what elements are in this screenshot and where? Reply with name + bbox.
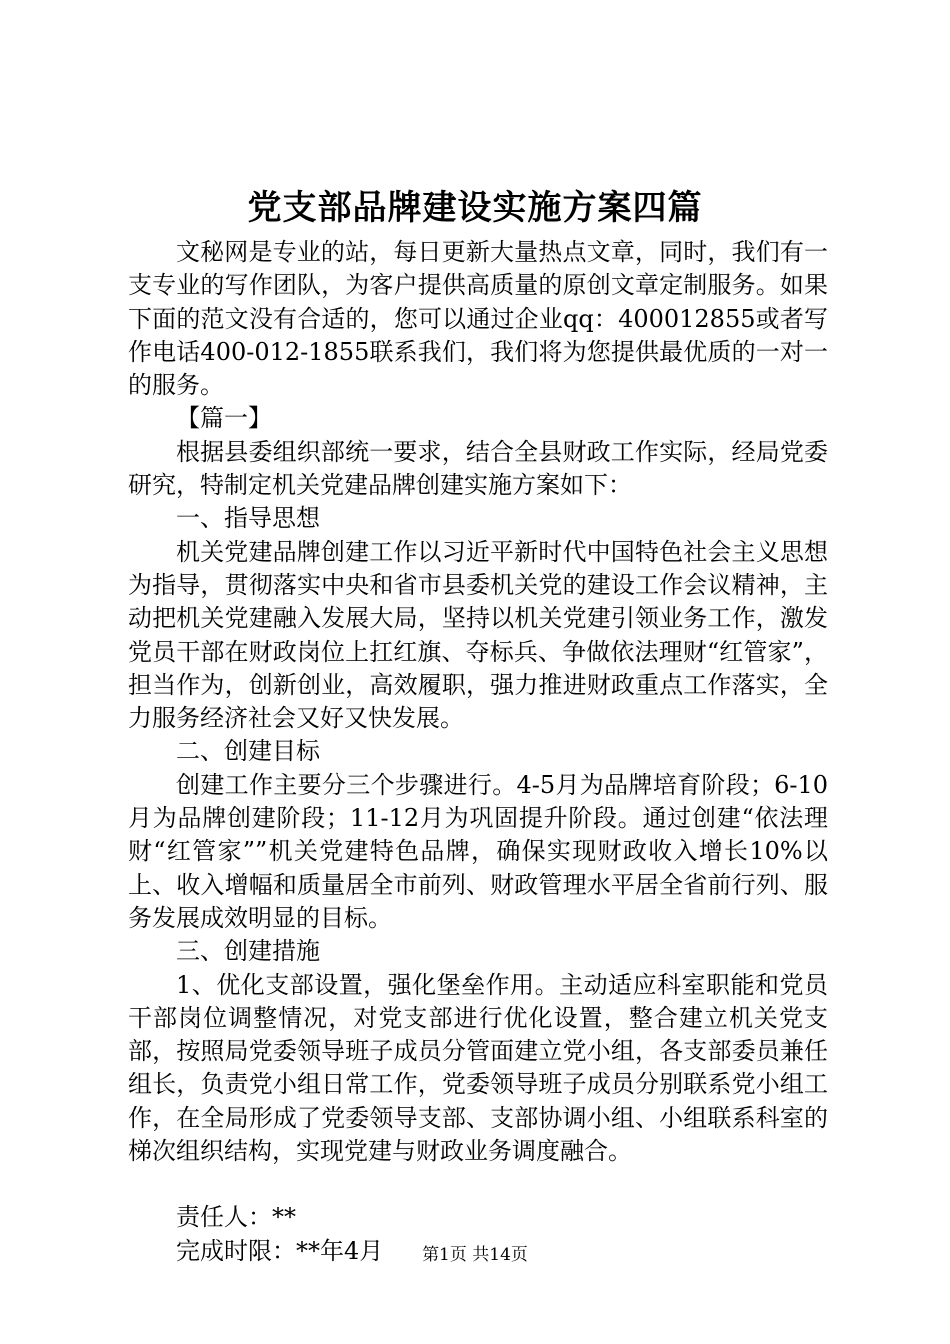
intro-paragraph: 文秘网是专业的站，每日更新大量热点文章，同时，我们有一支专业的写作团队，为客户提供高质量的原创文章定制服务。如果下面的范文没有合适的，您可以通过企业qq：400012855或者写作电话400-012-1855联系我们，我们将为您提供最优质的一对一的服务。 [128, 238, 828, 400]
measures-paragraph: 1、优化支部设置，强化堡垒作用。主动适应科室职能和党员干部岗位调整情况，对党支部进行优化设置，整合建立机关党支部，按照局党委领导班子成员分管面建立党小组，各支部委员兼任组长，负责党小组日常工作，党委领导班子成员分别联系党小组工作，在全局形成了党委领导支部、支部协调小组、小组联系科室的梯次组织结构，实现党建与财政业务调度融合。 [128, 970, 828, 1166]
heading-guiding-thought: 一、指导思想 [176, 504, 320, 533]
heading-goals: 二、创建目标 [176, 737, 320, 766]
goals-paragraph: 创建工作主要分三个步骤进行。4-5月为品牌培育阶段；6-10月为品牌创建阶段；11-12月为巩固提升阶段。通过创建“依法理财“红管家””机关党建特色品牌，确保实现财政收入增长10%以上、收入增幅和质量居全市前列、财政管理水平居全省前行列、服务发展成效明显的目标。 [128, 770, 828, 932]
document-body [128, 236, 828, 1268]
section-label: 【篇一】 [176, 404, 272, 433]
paragraph-spacer [128, 1168, 828, 1201]
guiding-thought-paragraph: 机关党建品牌创建工作以习近平新时代中国特色社会主义思想为指导，贯彻落实中央和省市县委机关党的建设工作会议精神，主动把机关党建融入发展大局，坚持以机关党建引领业务工作，激发党员干部在财政岗位上扛红旗、夺标兵、争做依法理财“红管家”，担当作为，创新创业，高效履职，强力推进财政重点工作落实，全力服务经济社会又好又快发展。 [128, 537, 828, 733]
responsible-person: 责任人：** [176, 1203, 296, 1232]
deadline: 完成时限：**年4月 [176, 1236, 384, 1265]
page-footer: 第1页 共14页 [422, 1245, 528, 1265]
document-title: 党支部品牌建设实施方案四篇 [247, 188, 703, 228]
opening-paragraph: 根据县委组织部统一要求，结合全县财政工作实际，经局党委研究，特制定机关党建品牌创建实施方案如下： [128, 437, 828, 500]
heading-measures: 三、创建措施 [176, 937, 320, 966]
